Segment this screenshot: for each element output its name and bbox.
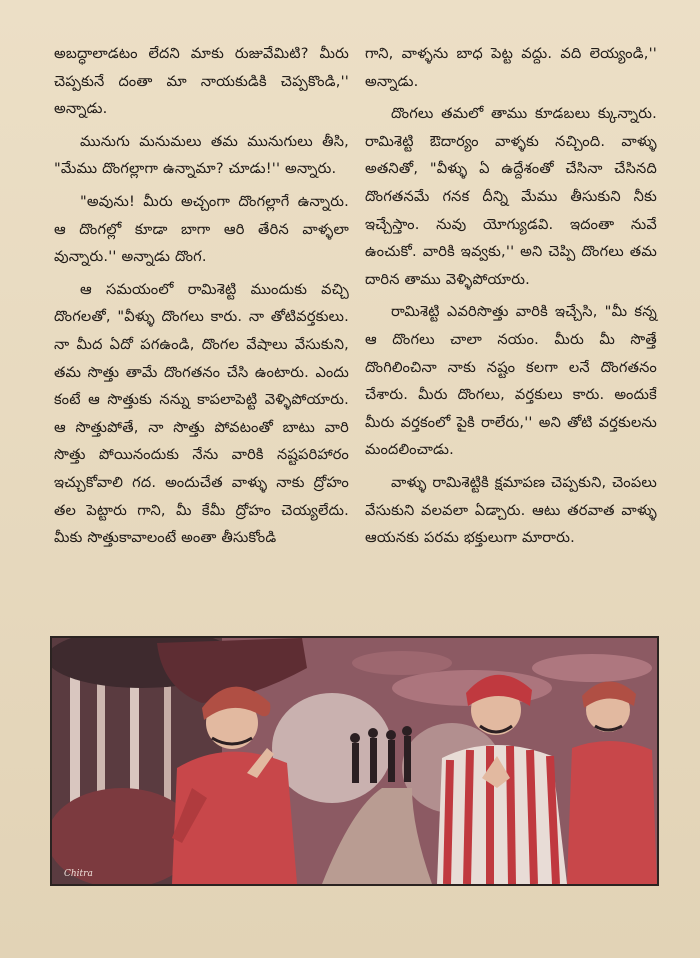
paragraph: గాని, వాళ్ళను బాధ పెట్ట వద్దు. వది లెయ్యండి,'' అన్నాడు. <box>365 45 657 90</box>
paragraph: అబద్ధాలాడటం లేదని మాకు రుజువేమిటి? మీరు చెప్పకునే దంతా మా నాయకుడికి చెప్పకొండి,'' అన్నాడు. <box>54 45 349 118</box>
paragraph: రామిశెట్టి ఎవరిసొత్తు వారికి ఇచ్చేసి, "మీ కన్న ఆ దొంగలు చాలా నయం. మీరు మీ సొత్తే దొంగిలించినా నాకు నష్టం కలగా లనే దొంగతనం చేశారు. మీరు దొంగలు, వర్తకులు కారు. అందుకే మీరు వర్తకంలో పైకి రాలేరు,'' అని తోటి వర్తకులను మందలించాడు. <box>365 303 657 459</box>
paragraph: మునుగు మనుమలు తమ మునుగులు తీసి, "మేము దొంగల్లాగా ఉన్నామా? చూడు!'' అన్నారు. <box>54 132 349 178</box>
paragraph: "అవును! మీరు అచ్చంగా దొంగల్లాగే ఉన్నారు. ఆ దొంగల్లో కూడా బాగా ఆరి తేరిన వాళ్ళలా వున్నారు.'' అన్నాడు దొంగ. <box>54 192 349 266</box>
paragraph: దొంగలు తమలో తాము కూడబలు క్కున్నారు. రామిశెట్టి ఔదార్యం వాళ్ళకు నచ్చింది. వాళ్ళు అతనితో, "వీళ్ళు ఏ ఉద్దేశంతో చేసినా చేసినది దొంగతనమే గనక దీన్ని మేము తీసుకుని నీకు ఇచ్చేస్తాం. నువు యోగ్యుడవి. ఇదంతా నువే ఉంచుకో. వారికి ఇవ్వకు,'' అని చెప్పి దొంగలు తమ దారిన తాము వెళ్ళిపోయారు. <box>365 105 657 288</box>
illustration-scene <box>52 638 657 884</box>
right-text-column <box>365 40 657 557</box>
artist-signature: Chitra <box>64 869 93 879</box>
paragraph: వాళ్ళు రామిశెట్టికి క్షమాపణ చెప్పకుని, చెంపలు వేసుకుని వలవలా ఏడ్చారు. ఆటు తరవాత వాళ్ళు ఆయనకు పరమ భక్తులుగా మారారు. <box>365 473 657 547</box>
story-illustration <box>50 636 659 886</box>
left-text-column <box>54 40 349 557</box>
paragraph: ఆ సమయంలో రామిశెట్టి ముందుకు వచ్చి దొంగలతో, "వీళ్ళు దొంగలు కారు. నా తోటివర్తకులు. నా మీద ఏదో పగఉండి, దొంగల వేషాలు వేసుకుని, తమ సొత్తు తామే దొంగతనం చేసి ఉంటారు. ఎందు కంటే ఆ సొత్తుకు నన్ను కాపలాపెట్టి వెళ్ళిపోయారు. ఆ సొత్తుపోతే, నా సొత్తు పోవటంతో బాటు వారి సొత్తు పోయినందుకు నేను వారికి నష్టపరిహారం ఇచ్చుకోవాలి గద. అందుచేత వాళ్ళు నాకు ద్రోహం తల పెట్టారు గాని, మీ కేమీ ద్రోహం చెయ్యలేదు. మీకు సొత్తుకావాలంటే అంతా తీసుకోండి <box>54 280 349 547</box>
